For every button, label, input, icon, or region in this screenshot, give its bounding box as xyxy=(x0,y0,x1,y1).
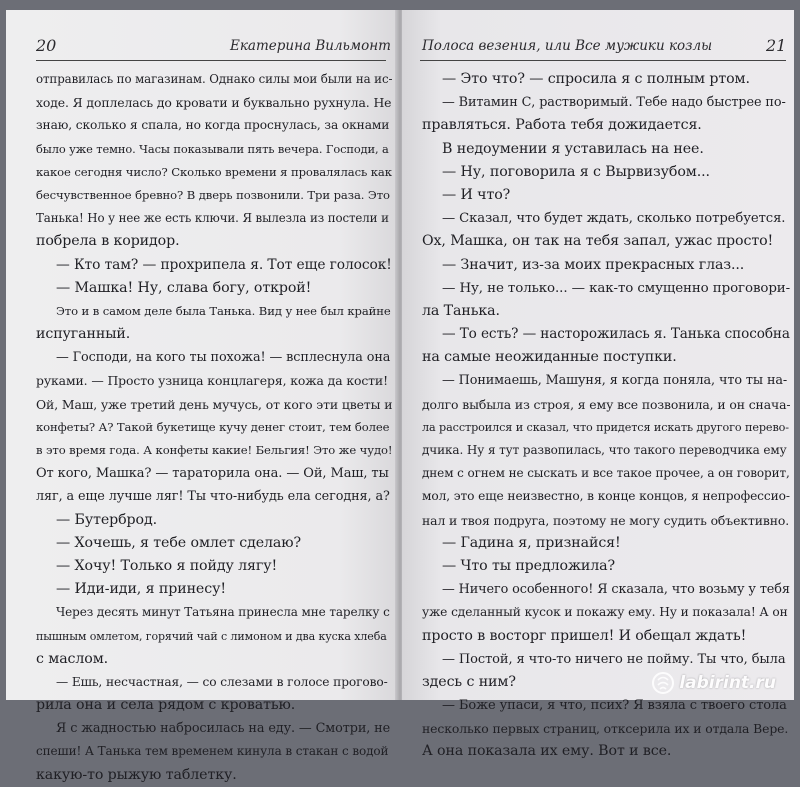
text-line: ходе. Я доплелась до кровати и буквально рухнула. Не xyxy=(36,95,392,111)
text-line: в это время года. А конфеты какие! Бельгия! Это же чудо! xyxy=(36,443,393,457)
text-line: побрела в коридор. xyxy=(36,233,180,250)
left-page-number: 20 xyxy=(36,36,57,55)
text-line: — Иди-иди, я принесу! xyxy=(56,581,226,598)
left-page-header: Екатерина Вильмонт xyxy=(230,38,391,54)
text-line: — Гадина я, признайся! xyxy=(442,534,621,551)
text-line: днем с огнем не сыскать и все такое прочее, а он говорит, xyxy=(422,466,790,481)
text-line: конфеты? А? Такой букетище кучу денег стоит, тем более xyxy=(36,419,390,434)
text-line: нал и твоя подруга, поэтому не могу судить объективно. xyxy=(422,512,790,528)
text-line: А она показала их ему. Вот и все. xyxy=(422,743,672,760)
text-line: отправилась по магазинам. Однако силы мои были на ис- xyxy=(36,72,393,86)
text-line: дчика. Ну я тут развопилась, что такого переводчика ему xyxy=(422,443,787,457)
left-page xyxy=(6,10,398,783)
text-line: ляг, а еще лучше ляг! Ты что-нибудь ела сегодня, а? xyxy=(36,489,390,505)
text-line: — Кто там? — прохрипела я. Тот еще голосок! xyxy=(56,256,392,273)
text-line: — Ешь, несчастная, — со слезами в голосе прогово- xyxy=(56,674,388,689)
text-line: какое сегодня число? Сколько времени я провалялась как xyxy=(36,164,392,179)
right-page-text xyxy=(422,68,790,764)
left-header-rule xyxy=(36,60,386,61)
text-line: — То есть? — насторожилась я. Танька способна xyxy=(442,326,790,343)
text-line: долго выбыла из строя, я ему все позвонила, и он снача- xyxy=(422,396,791,412)
left-page-text xyxy=(36,68,392,787)
text-line: — Машка! Ну, слава богу, открой! xyxy=(56,279,312,296)
text-line: Ох, Машка, он так на тебя запал, ужас просто! xyxy=(422,233,774,250)
text-line: — Бутерброд. xyxy=(56,511,158,528)
text-line: Я с жадностью набросилась на еду. — Смотри, не xyxy=(56,721,391,737)
watermark xyxy=(652,670,776,696)
text-line: знаю, сколько я спала, но когда проснулась, за окнами xyxy=(36,118,390,133)
text-line: — И что? xyxy=(442,186,511,203)
text-line: рила она и села рядом с кроватью. xyxy=(36,697,296,714)
text-line: Танька! Но у нее же есть ключи. Я вылезла из постели и xyxy=(36,211,389,226)
text-line: Через десять минут Татьяна принесла мне тарелку с xyxy=(56,605,390,620)
labirint-logo-icon xyxy=(652,672,674,694)
text-line: правляться. Работа тебя дожидается. xyxy=(422,117,702,134)
right-header-rule xyxy=(420,60,786,61)
book-spread xyxy=(6,10,794,783)
text-line: — Понимаешь, Машуня, я когда поняла, что ты на- xyxy=(442,373,788,389)
right-page xyxy=(402,10,794,760)
text-line: — Ничего особенного! Я сказала, что возьму у тебя xyxy=(442,582,790,598)
text-line: — Хочу! Только я пойду лягу! xyxy=(56,557,278,574)
text-line: Это и в самом деле была Танька. Вид у нее был крайне xyxy=(56,303,391,318)
text-line: В недоумении я уставилась на нее. xyxy=(442,140,704,157)
text-line: — Это что? — спросила я с полным ртом. xyxy=(442,71,750,87)
text-line: просто в восторг пришел! И обещал ждать! xyxy=(422,627,747,644)
text-line: было уже темно. Часы показывали пять вечера. Господи, а xyxy=(36,141,389,156)
text-line: — Постой, я что-то ничего не пойму. Ты что, была xyxy=(442,651,786,667)
text-line: — Что ты предложила? xyxy=(442,557,616,574)
text-line: какую-то рыжую таблетку. xyxy=(36,766,237,783)
text-line: мол, это еще неизвестно, в конце концов, я непрофессио- xyxy=(422,489,790,504)
text-line: с маслом. xyxy=(36,650,109,667)
text-line: — Господи, на кого ты похожа! — всплеснула она xyxy=(56,350,391,366)
text-line: — Витамин С, растворимый. Тебе надо быстрее по- xyxy=(442,95,786,111)
text-line: — Ну, не только... — как-то смущенно проговори- xyxy=(442,280,791,296)
text-line: испуганный. xyxy=(36,326,131,343)
text-line: — Боже упаси, я что, псих? Я взяла с твоего стола xyxy=(442,698,787,714)
text-line: — Ну, поговорила я с Вырвизубом... xyxy=(442,163,710,180)
text-line: — Значит, из-за моих прекрасных глаз... xyxy=(442,256,745,273)
text-line: уже сделанный кусок и покажу ему. Ну и показала! А он xyxy=(422,605,788,620)
text-line: руками. — Просто узница концлагеря, кожа да кости! xyxy=(36,373,388,389)
text-line: здесь с ним? xyxy=(422,673,516,690)
right-page-number: 21 xyxy=(766,36,787,55)
right-page-header: Полоса везения, или Все мужики козлы xyxy=(422,38,713,54)
text-line: От кого, Машка? — тараторила она. — Ой, Маш, ты xyxy=(36,466,389,482)
text-line: на самые неожиданные поступки. xyxy=(422,349,677,366)
text-line: — Сказал, что будет ждать, сколько потребуется. xyxy=(442,211,786,227)
text-line: Ой, Маш, уже третий день мучусь, от кого эти цветы и xyxy=(36,396,393,412)
text-line: пышным омлетом, горячий чай с лимоном и два куска хлеба xyxy=(36,629,387,643)
text-line: бесчувственное бревно? В дверь позвонили. Три раза. Это xyxy=(36,187,390,202)
text-line: спеши! А Танька тем временем кинула в стакан с водой xyxy=(36,744,389,759)
text-line: несколько первых страниц, откcерила их и отдала Вере. xyxy=(422,721,789,737)
text-line: ла Танька. xyxy=(422,302,500,319)
watermark-text: labirint.ru xyxy=(679,673,776,693)
text-line: — Хочешь, я тебе омлет сделаю? xyxy=(56,534,302,551)
text-line: ла расстроился и сказал, что придется искать другого перево- xyxy=(422,420,789,434)
